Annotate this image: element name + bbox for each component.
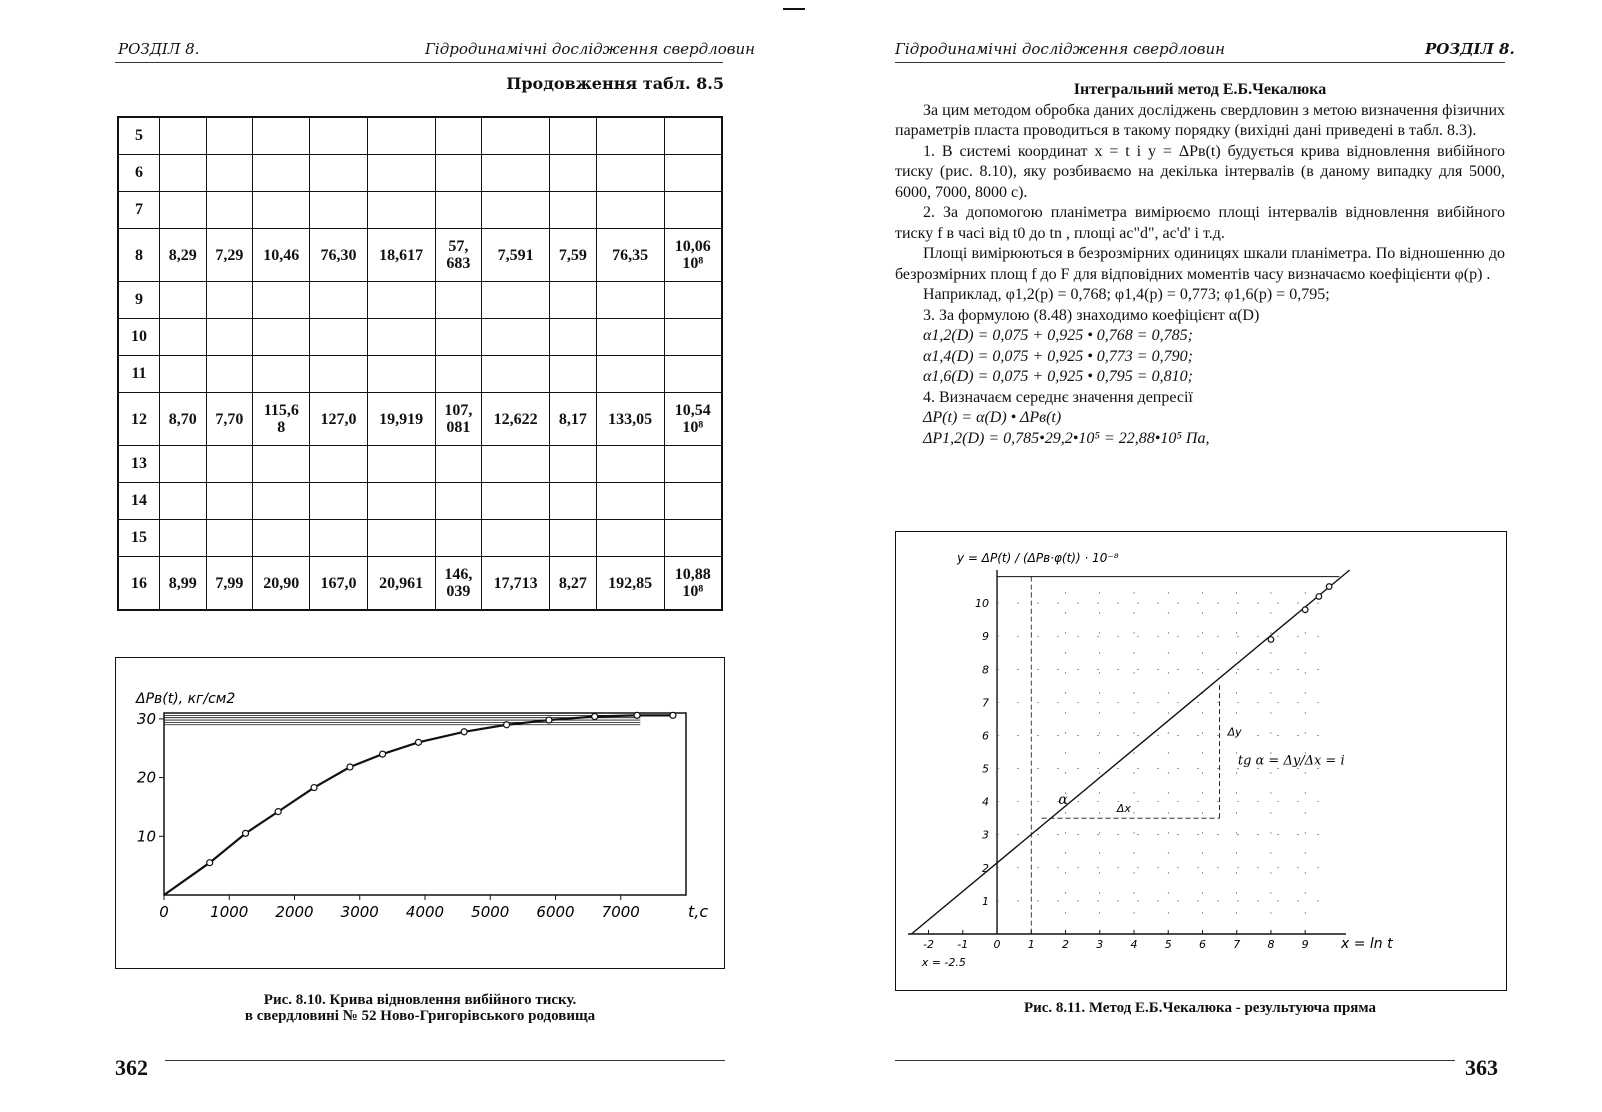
x-tick-label: 1000	[210, 903, 249, 921]
y-tick-label: 10	[975, 597, 990, 611]
table-cell	[367, 117, 435, 155]
x-tick-label: 3	[1096, 938, 1104, 951]
x-tick-label: 1	[1027, 938, 1035, 951]
table-cell	[664, 282, 722, 319]
y-tick-label: 10	[136, 827, 156, 846]
table-cell	[160, 117, 207, 155]
data-point	[347, 764, 353, 770]
table-cell: 57, 683	[435, 229, 482, 282]
figure-caption-left-2: в свердловині № 52 Ново-Григорівського родовища	[244, 1008, 596, 1024]
table-row	[118, 557, 722, 611]
table-cell: 167,0	[310, 557, 367, 611]
table-row	[118, 117, 722, 155]
table-cell	[310, 155, 367, 192]
paragraph-4: Площі вимірюються в безрозмірних одиницях шкали планіметра. По відношенню до безрозмірних площ f до F для відповідних моментів часу визначаємо коефіцієнти φ(p) .	[895, 245, 1505, 283]
table-cell: 146, 039	[435, 557, 482, 611]
table-cell	[482, 520, 550, 557]
paragraph-5: Наприклад, φ1,2(p) = 0,768; φ1,4(p) = 0,773; φ1,6(p) = 0,795;	[923, 286, 1330, 303]
table-cell	[596, 520, 664, 557]
x-tick-label: 2	[1062, 938, 1070, 951]
table-cell	[664, 319, 722, 356]
right-header-section: РОЗДІЛ 8.	[1425, 40, 1515, 58]
table-cell	[310, 483, 367, 520]
table-cell	[664, 192, 722, 229]
y-tick-label: 20	[136, 768, 156, 787]
y-tick-label: 3	[982, 828, 990, 842]
left-header-section: РОЗДІЛ 8.	[118, 40, 200, 58]
data-table	[117, 116, 723, 611]
table-cell: 8,17	[550, 393, 597, 446]
table-cell	[435, 483, 482, 520]
table-cell	[160, 520, 207, 557]
data-point	[670, 712, 676, 718]
table-cell	[435, 356, 482, 393]
section-title: Інтегральний метод Е.Б.Чекалюка	[1073, 81, 1327, 98]
table-cell	[310, 520, 367, 557]
table-caption: Продовження табл. 8.5	[506, 74, 724, 93]
y-tick-label: 2	[982, 861, 990, 875]
formula-3: α1,6(D) = 0,075 + 0,925 • 0,795 = 0,810;	[923, 368, 1193, 385]
result-line	[911, 570, 1349, 934]
y-tick-label: 7	[982, 696, 990, 710]
table-cell	[550, 192, 597, 229]
table-row	[118, 319, 722, 356]
data-point	[415, 739, 421, 745]
table-cell	[160, 155, 207, 192]
table-cell	[206, 356, 253, 393]
table-cell: 20,961	[367, 557, 435, 611]
row-number-cell: 13	[118, 446, 160, 483]
table-cell	[253, 192, 310, 229]
page-number-right: 363	[1465, 1055, 1498, 1080]
table-cell: 133,05	[596, 393, 664, 446]
table-cell: 8,29	[160, 229, 207, 282]
table-cell	[253, 356, 310, 393]
paragraph-3: 2. За допомогою планіметра вимірюємо площі інтервалів відновлення вибійного тиску f в часі від t0 до tn , площі ac"d", ac'd' і т.д.	[895, 204, 1505, 242]
table-cell	[206, 155, 253, 192]
table-cell	[253, 155, 310, 192]
data-point	[380, 751, 386, 757]
table-cell: 8,70	[160, 393, 207, 446]
table-cell: 8,99	[160, 557, 207, 611]
slope-formula: tg α = Δy/Δx = i	[1237, 753, 1345, 769]
table-cell	[206, 520, 253, 557]
x-tick-label: 9	[1301, 938, 1309, 951]
table-cell	[367, 319, 435, 356]
table-cell	[435, 117, 482, 155]
x-tick-label: 7000	[601, 903, 640, 921]
table-row	[118, 446, 722, 483]
table-cell	[253, 520, 310, 557]
page-number-left: 362	[115, 1055, 148, 1080]
table-cell: 19,919	[367, 393, 435, 446]
table-cell	[596, 446, 664, 483]
table-cell	[596, 282, 664, 319]
table-cell: 7,29	[206, 229, 253, 282]
table-cell	[664, 446, 722, 483]
data-point	[275, 809, 281, 815]
table-cell	[310, 356, 367, 393]
table-cell	[596, 117, 664, 155]
row-number-cell: 10	[118, 319, 160, 356]
table-row	[118, 229, 722, 282]
row-number-cell: 8	[118, 229, 160, 282]
table-cell	[550, 319, 597, 356]
table-cell	[367, 356, 435, 393]
x-tick-label: 3000	[340, 903, 379, 921]
table-cell: 127,0	[310, 393, 367, 446]
table-cell: 192,85	[596, 557, 664, 611]
chart1-svg	[116, 658, 724, 968]
table-cell: 18,617	[367, 229, 435, 282]
table-cell	[160, 446, 207, 483]
table-cell	[664, 356, 722, 393]
table-cell	[206, 446, 253, 483]
table-cell	[253, 319, 310, 356]
right-footer-rule	[895, 1060, 1455, 1061]
y-tick-label: 30	[136, 709, 156, 728]
table-cell	[310, 117, 367, 155]
table-cell	[482, 282, 550, 319]
right-header-title: Гідродинамічні дослідження свердловин	[895, 40, 1226, 58]
table-cell	[160, 192, 207, 229]
row-number-cell: 9	[118, 282, 160, 319]
table-cell	[367, 282, 435, 319]
x-tick-label: 7	[1233, 938, 1241, 951]
paragraph-7: 4. Визначаєм середнє значення депресії	[923, 388, 1193, 406]
table-cell	[367, 520, 435, 557]
table-cell	[482, 192, 550, 229]
y-tick-label: 1	[982, 894, 990, 908]
row-number-cell: 16	[118, 557, 160, 611]
table-cell	[550, 446, 597, 483]
x-tick-label: 0	[993, 938, 1001, 951]
table-cell: 20,90	[253, 557, 310, 611]
table-cell	[435, 282, 482, 319]
data-point	[243, 830, 249, 836]
formula-1: α1,2(D) = 0,075 + 0,925 • 0,768 = 0,785;	[923, 327, 1193, 344]
table-row	[118, 393, 722, 446]
center-dash	[783, 8, 805, 10]
figure-caption-right: Рис. 8.11. Метод Е.Б.Чекалюка - результуюча пряма	[1023, 1000, 1377, 1016]
table-cell	[435, 192, 482, 229]
formula-5: ΔP1,2(D) = 0,785•29,2•10⁵ = 22,88•10⁵ Па,	[923, 429, 1210, 447]
table-cell: 12,622	[482, 393, 550, 446]
figure-caption-left-1: Рис. 8.10. Крива відновлення вибійного тиску.	[263, 992, 577, 1008]
row-number-cell: 12	[118, 393, 160, 446]
x-tick-label: 2000	[275, 903, 314, 921]
table-cell	[253, 483, 310, 520]
table-cell: 10,46	[253, 229, 310, 282]
table-cell	[310, 446, 367, 483]
data-point	[207, 860, 213, 866]
table-cell: 7,591	[482, 229, 550, 282]
data-point	[1268, 637, 1274, 643]
table-cell	[206, 483, 253, 520]
data-point	[634, 712, 640, 718]
delta-x-label: Δx	[1116, 802, 1131, 816]
table-cell	[435, 155, 482, 192]
table-cell	[550, 520, 597, 557]
table-cell: 10,06 10⁸	[664, 229, 722, 282]
left-header-title: Гідродинамічні дослідження свердловин	[425, 40, 756, 58]
y-tick-label: 4	[982, 795, 990, 809]
data-point	[461, 729, 467, 735]
table-cell	[596, 155, 664, 192]
table-cell	[664, 155, 722, 192]
table-cell	[367, 155, 435, 192]
table-cell: 76,35	[596, 229, 664, 282]
table-cell	[206, 192, 253, 229]
left-footer-rule	[165, 1060, 725, 1061]
alpha-label: α	[1058, 792, 1068, 809]
table-cell: 76,30	[310, 229, 367, 282]
table-row	[118, 192, 722, 229]
table-cell: 7,99	[206, 557, 253, 611]
row-number-cell: 14	[118, 483, 160, 520]
y-axis-label: ΔPв(t), кг/см2	[136, 691, 236, 707]
left-header-rule	[115, 62, 723, 63]
table-cell	[482, 483, 550, 520]
table-cell: 10,54 10⁸	[664, 393, 722, 446]
row-number-cell: 5	[118, 117, 160, 155]
table-cell	[550, 282, 597, 319]
table-cell	[550, 356, 597, 393]
table-cell	[482, 117, 550, 155]
paragraph-1: За цим методом обробка даних досліджень свердловин з метою визначення фізичних параметрів пласта проводиться в такому порядку (вихідні дані приведені в табл. 8.3).	[895, 101, 1505, 139]
table-cell	[310, 319, 367, 356]
x-tick-label: 6	[1198, 938, 1206, 951]
table-row	[118, 155, 722, 192]
row-number-cell: 11	[118, 356, 160, 393]
table-cell	[482, 446, 550, 483]
table-cell: 10,88 10⁸	[664, 557, 722, 611]
x-tick-label: -1	[957, 938, 969, 951]
x-tick-label: -2	[923, 938, 935, 951]
y-tick-label: 6	[982, 729, 990, 743]
y-tick-label: 9	[982, 630, 990, 644]
x-axis-label: x = ln t	[1341, 936, 1393, 952]
x-tick-label: 6000	[536, 903, 575, 921]
row-number-cell: 7	[118, 192, 160, 229]
row-number-cell: 6	[118, 155, 160, 192]
table-cell	[435, 446, 482, 483]
table-cell	[664, 117, 722, 155]
table-cell: 7,70	[206, 393, 253, 446]
table-cell	[160, 483, 207, 520]
table-cell	[482, 356, 550, 393]
delta-y-label: Δy	[1227, 725, 1242, 739]
x-tick-label: 5	[1164, 938, 1172, 951]
table-cell	[160, 282, 207, 319]
x-tick-label: 0	[159, 903, 169, 921]
table-cell	[596, 356, 664, 393]
x-tick-label: 8	[1267, 938, 1275, 951]
table-cell	[367, 446, 435, 483]
paragraph-6: 3. За формулою (8.48) знаходимо коефіцієнт α(D)	[923, 306, 1260, 324]
paragraph-2: 1. В системі координат x = t і y = ΔPв(t) будується крива відновлення вибійного тиску (рис. 8.10), яку розбиваємо на декілька інтервалів (в даному випадку для 5000, 6000, 7000, 8000 с).	[895, 142, 1505, 201]
table-cell: 7,59	[550, 229, 597, 282]
table-cell	[435, 520, 482, 557]
table-cell	[253, 117, 310, 155]
right-header-rule	[895, 62, 1505, 63]
table-cell	[482, 155, 550, 192]
table-cell	[435, 319, 482, 356]
table-cell	[206, 282, 253, 319]
y-tick-label: 5	[982, 762, 990, 776]
data-point	[311, 785, 317, 791]
table-cell	[550, 483, 597, 520]
table-row	[118, 282, 722, 319]
table-cell	[550, 117, 597, 155]
formula-4: ΔP(t) = α(D) • ΔPв(t)	[923, 409, 1062, 426]
table-cell	[664, 520, 722, 557]
table-row	[118, 356, 722, 393]
data-point	[1302, 607, 1308, 613]
table-cell: 115,6 8	[253, 393, 310, 446]
table-cell	[160, 356, 207, 393]
table-cell	[596, 319, 664, 356]
right-text-block	[895, 80, 1505, 449]
x-tick-label: 4000	[405, 903, 445, 921]
table-cell: 8,27	[550, 557, 597, 611]
table-row	[118, 520, 722, 557]
table-cell	[482, 319, 550, 356]
table-cell	[367, 192, 435, 229]
table-cell	[596, 192, 664, 229]
data-point	[1326, 584, 1332, 590]
chekalyuk-figure	[895, 531, 1507, 991]
row-number-cell: 15	[118, 520, 160, 557]
table-cell: 107, 081	[435, 393, 482, 446]
y-tick-label: 8	[982, 663, 990, 677]
chart2-svg	[896, 532, 1506, 990]
x-axis-label: t,c	[688, 902, 709, 921]
x-tick-label: 4	[1130, 938, 1138, 951]
table-cell	[253, 446, 310, 483]
data-point	[504, 722, 510, 728]
table-cell	[550, 155, 597, 192]
table-cell	[664, 483, 722, 520]
table-cell: 17,713	[482, 557, 550, 611]
table-cell	[206, 117, 253, 155]
intercept-label: x = -2.5	[921, 956, 966, 969]
table-cell	[310, 192, 367, 229]
y-axis-label: y = ΔP(t) / (ΔPв·φ(t)) · 10⁻⁸	[957, 551, 1119, 565]
table-cell	[367, 483, 435, 520]
table-cell	[206, 319, 253, 356]
table-cell	[310, 282, 367, 319]
data-point	[546, 717, 552, 723]
data-point	[1316, 594, 1322, 600]
pressure-recovery-chart	[115, 657, 725, 969]
table-row	[118, 483, 722, 520]
table-cell	[160, 319, 207, 356]
formula-2: α1,4(D) = 0,075 + 0,925 • 0,773 = 0,790;	[923, 347, 1193, 365]
data-point	[592, 714, 598, 720]
table-cell	[253, 282, 310, 319]
x-tick-label: 5000	[471, 903, 510, 921]
table-cell	[596, 483, 664, 520]
